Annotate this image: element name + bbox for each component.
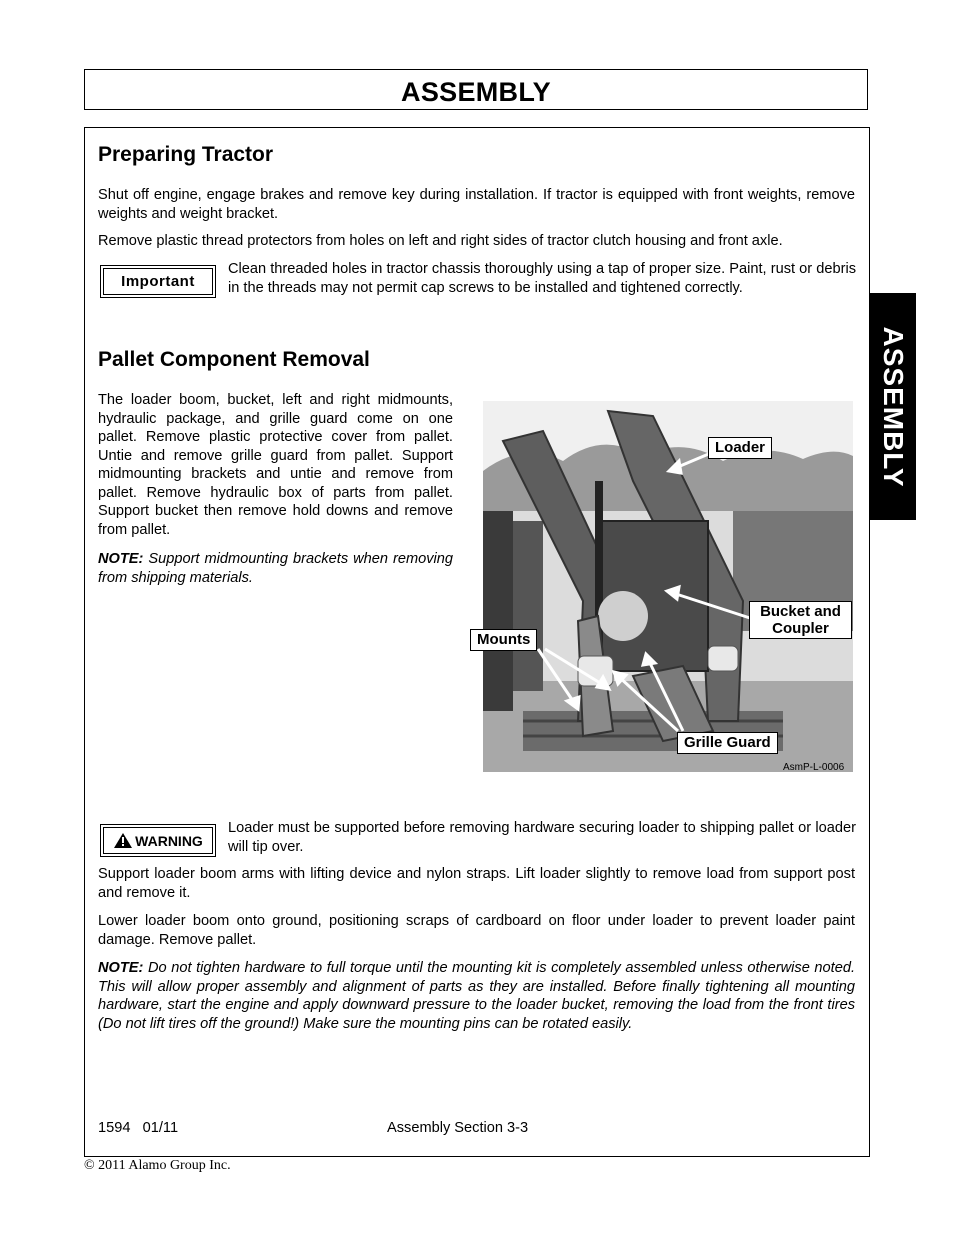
section-side-tab bbox=[869, 293, 916, 520]
paragraph-pallet-contents: The loader boom, bucket, left and right midmounts, hydraulic package, and grille guard come on one pallet. Remove plastic protective cover from pallet. Untie and remove grille guard from pallet. Support midmounting brackets and untie and remove from pallet. Remove hydraulic box of parts from pallet. Support bucket then remove hold downs and remove from pallet. bbox=[98, 392, 453, 538]
side-tab-label: ASSEMBLY bbox=[877, 325, 909, 488]
warning-text: Loader must be supported before removing hardware securing loader to shipping pallet or loader will tip over. bbox=[228, 820, 856, 855]
callout-bucket-line2: Coupler bbox=[772, 620, 829, 637]
copyright: © 2011 Alamo Group Inc. bbox=[84, 1158, 231, 1173]
warning-label: WARNING bbox=[135, 832, 203, 849]
callout-loader: Loader bbox=[708, 437, 772, 459]
doc-number-text: 1594 01/11 bbox=[98, 1120, 179, 1136]
page-header bbox=[84, 69, 868, 110]
photo-reference: AsmP-L-0006 bbox=[783, 762, 845, 773]
warning-triangle-icon bbox=[113, 832, 133, 849]
footer-doc-number bbox=[98, 1120, 178, 1136]
important-badge bbox=[100, 265, 216, 298]
callout-grille-guard: Grille Guard bbox=[677, 732, 778, 754]
note-torque-label: NOTE: bbox=[98, 960, 144, 976]
paragraph-remove-protectors: Remove plastic thread protectors from holes on left and right sides of tractor clutch housing and front axle. bbox=[98, 233, 783, 249]
paragraph-shut-off-engine: Shut off engine, engage brakes and remove key during installation. If tractor is equipped with front weights, remove weights and weight bracket. bbox=[98, 187, 855, 222]
callout-bucket-line1: Bucket and bbox=[760, 603, 841, 620]
note-midmounting bbox=[98, 550, 453, 587]
callout-mounts: Mounts bbox=[470, 629, 537, 651]
paragraph-support-boom: Support loader boom arms with lifting device and nylon straps. Lift loader slightly to remove load from support post and remove it. bbox=[98, 866, 855, 901]
photo-illustration bbox=[483, 401, 853, 772]
note-torque-text: Do not tighten hardware to full torque until the mounting kit is completely assembled unless otherwise noted. This will allow proper assembly and alignment of parts as they are installed. Before finally tightening all mounting hardware, start the engine and apply downward pressure to the loader bucket, removing the load from the front tires (Do not lift tires off the ground!) Make sure the mounting pins can be rotated easily. bbox=[98, 960, 855, 1032]
warning-content bbox=[113, 832, 203, 849]
note-torque bbox=[98, 959, 855, 1033]
important-label: Important bbox=[121, 273, 195, 290]
heading-pallet-component-removal: Pallet Component Removal bbox=[98, 348, 370, 371]
heading-preparing-tractor: Preparing Tractor bbox=[98, 143, 274, 166]
callout-bucket-coupler bbox=[749, 601, 852, 639]
footer-section: Assembly Section 3-3 bbox=[387, 1120, 529, 1136]
loader-pallet-photo bbox=[483, 401, 853, 772]
warning-badge bbox=[100, 824, 216, 857]
page-title: ASSEMBLY bbox=[401, 77, 551, 107]
paragraph-lower-boom: Lower loader boom onto ground, positioning scraps of cardboard on floor under loader to prevent loader paint damage. Remove pallet. bbox=[98, 913, 855, 948]
important-text: Clean threaded holes in tractor chassis thoroughly using a tap of proper size. Paint, rust or debris in the threads may not permit cap screws to be installed and tightened correctly. bbox=[228, 261, 856, 296]
note-text: Support midmounting brackets when removing from shipping materials. bbox=[98, 551, 453, 586]
note-label: NOTE: bbox=[98, 551, 144, 567]
